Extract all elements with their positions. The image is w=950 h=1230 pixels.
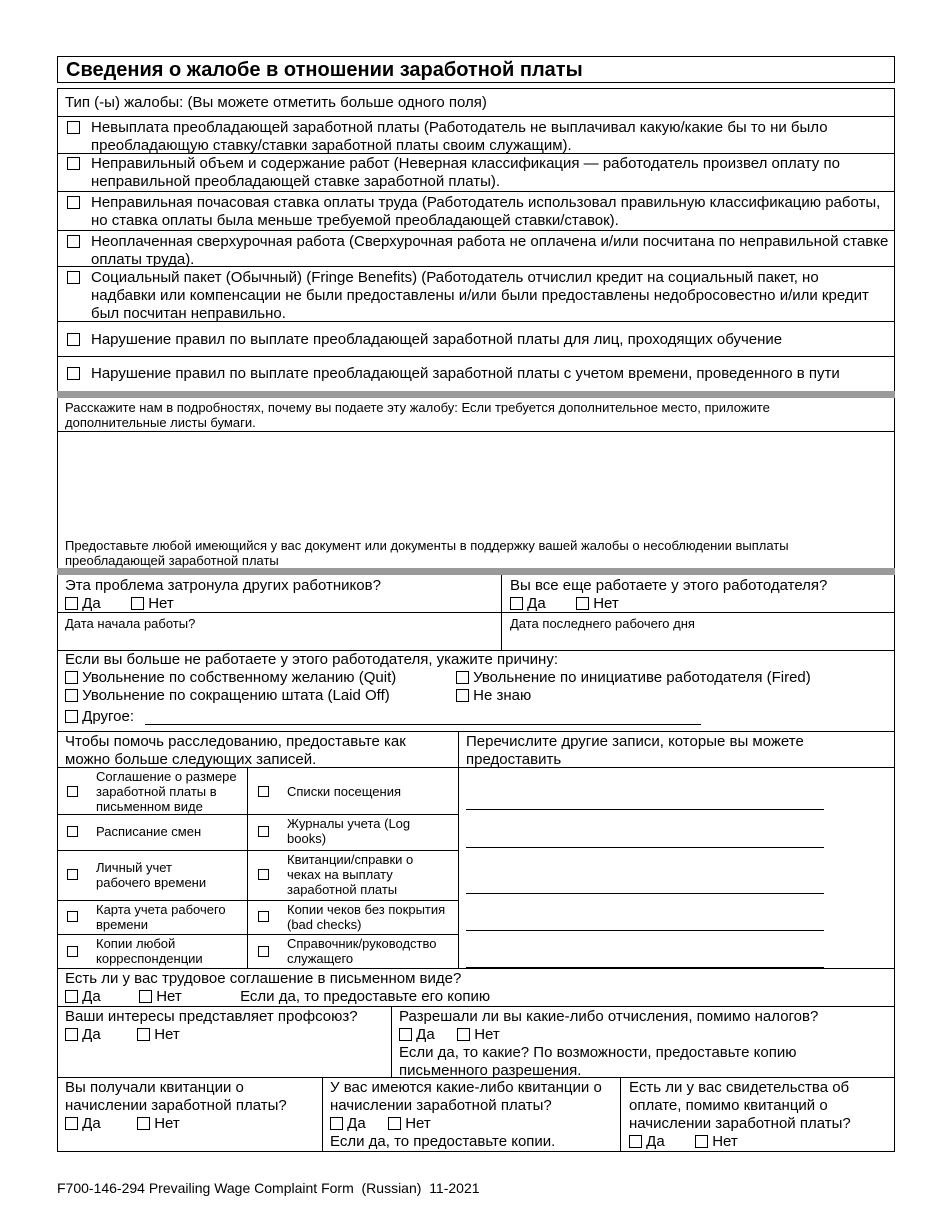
pay-stubs-question: Вы получали квитанции о начислении заработной платы? bbox=[65, 1079, 287, 1114]
record-item[interactable]: Копии любой корреспонденции bbox=[57, 934, 247, 968]
checkbox[interactable] bbox=[65, 710, 78, 723]
deductions-note: Если да, то какие? По возможности, предоставьте копию письменного разрешения. bbox=[399, 1044, 797, 1079]
other-records-line[interactable] bbox=[466, 893, 824, 894]
payment-proof-answer[interactable]: Да Нет bbox=[629, 1133, 829, 1151]
yes-checkbox[interactable] bbox=[330, 1117, 343, 1130]
checkbox[interactable] bbox=[258, 869, 269, 880]
termination-option[interactable]: Увольнение по собственному желанию (Quit) bbox=[65, 669, 396, 687]
yes-checkbox[interactable] bbox=[65, 1028, 78, 1041]
no-checkbox[interactable] bbox=[457, 1028, 470, 1041]
termination-option[interactable]: Увольнение по инициативе работодателя (Fired) bbox=[456, 669, 811, 687]
checkbox[interactable] bbox=[67, 271, 80, 284]
record-item[interactable]: Справочник/руководство служащего bbox=[247, 934, 458, 968]
details-text-area[interactable] bbox=[58, 432, 894, 536]
checkbox[interactable] bbox=[67, 333, 80, 346]
record-item[interactable]: Журналы учета (Log books) bbox=[247, 814, 458, 850]
no-checkbox[interactable] bbox=[695, 1135, 708, 1148]
payment-proof-question: Есть ли у вас свидетельства об оплате, помимо квитанций о начислении заработной платы? bbox=[629, 1079, 851, 1132]
checkbox[interactable] bbox=[67, 121, 80, 134]
checkbox[interactable] bbox=[67, 157, 80, 170]
union-answer[interactable]: Да Нет bbox=[65, 1026, 265, 1044]
other-records-line[interactable] bbox=[466, 847, 824, 848]
other-workers-question: Эта проблема затронула других работников? bbox=[65, 577, 381, 594]
checkbox[interactable] bbox=[258, 786, 269, 797]
yes-checkbox[interactable] bbox=[65, 990, 78, 1003]
other-records-line[interactable] bbox=[466, 809, 824, 810]
section-divider bbox=[57, 391, 895, 398]
agreement-answer[interactable]: Да Нет Если да, то предоставьте его копию bbox=[65, 988, 565, 1006]
pay-stubs-answer[interactable]: Да Нет bbox=[65, 1115, 265, 1133]
yes-checkbox[interactable] bbox=[65, 1117, 78, 1130]
yes-checkbox[interactable] bbox=[399, 1028, 412, 1041]
checkbox[interactable] bbox=[456, 689, 469, 702]
documents-prompt: Предоставьте любой имеющийся у вас документ или документы в поддержку вашей жалобы о несоблюдении выплаты преобладающей заработной платы bbox=[65, 538, 789, 568]
details-prompt: Расскажите нам в подробностях, почему вы подаете эту жалобу: Если требуется дополнительное место, приложите дополнительные листы бумаги. bbox=[65, 400, 770, 430]
have-stubs-answer[interactable]: Да Нет bbox=[330, 1115, 530, 1133]
termination-other[interactable]: Другое: bbox=[65, 708, 134, 726]
checkbox[interactable] bbox=[258, 946, 269, 957]
no-checkbox[interactable] bbox=[576, 597, 589, 610]
no-checkbox[interactable] bbox=[137, 1028, 150, 1041]
record-item[interactable]: Карта учета рабочего времени bbox=[57, 900, 247, 934]
no-checkbox[interactable] bbox=[137, 1117, 150, 1130]
checkbox[interactable] bbox=[67, 911, 78, 922]
deductions-answer[interactable]: Да Нет bbox=[399, 1026, 599, 1044]
complaint-type-heading: Тип (-ы) жалобы: (Вы можете отметить больше одного поля) bbox=[65, 94, 487, 111]
section-divider bbox=[57, 568, 895, 575]
deductions-question: Разрешали ли вы какие-либо отчисления, помимо налогов? bbox=[399, 1008, 819, 1025]
still-working-answer[interactable]: Да Нет bbox=[510, 595, 710, 613]
termination-option[interactable]: Не знаю bbox=[456, 687, 531, 705]
checkbox[interactable] bbox=[65, 671, 78, 684]
yes-checkbox[interactable] bbox=[629, 1135, 642, 1148]
record-item[interactable]: Списки посещения bbox=[247, 767, 458, 814]
no-checkbox[interactable] bbox=[139, 990, 152, 1003]
checkbox[interactable] bbox=[67, 826, 78, 837]
yes-checkbox[interactable] bbox=[65, 597, 78, 610]
checkbox[interactable] bbox=[258, 911, 269, 922]
termination-option[interactable]: Увольнение по сокращению штата (Laid Off) bbox=[65, 687, 390, 705]
record-item[interactable]: Копии чеков без покрытия (bad checks) bbox=[247, 900, 458, 934]
union-question: Ваши интересы представляет профсоюз? bbox=[65, 1008, 358, 1025]
record-item[interactable]: Соглашение о размере заработной платы в письменном виде bbox=[57, 767, 247, 814]
checkbox[interactable] bbox=[258, 826, 269, 837]
have-stubs-note: Если да, то предоставьте копии. bbox=[330, 1133, 556, 1150]
last-day-label: Дата последнего рабочего дня bbox=[510, 616, 695, 631]
checkbox[interactable] bbox=[67, 786, 78, 797]
other-workers-answer[interactable]: Да Нет bbox=[65, 595, 265, 613]
agreement-note: Если да, то предоставьте его копию bbox=[240, 988, 491, 1005]
other-records-line[interactable] bbox=[466, 930, 824, 931]
no-checkbox[interactable] bbox=[131, 597, 144, 610]
record-item[interactable]: Личный учет рабочего времени bbox=[57, 850, 247, 900]
records-left-heading: Чтобы помочь расследованию, предоставьте как можно больше следующих записей. bbox=[65, 733, 406, 768]
record-item[interactable]: Квитанции/справки о чеках на выплату заработной платы bbox=[247, 850, 458, 900]
termination-question: Если вы больше не работаете у этого работодателя, укажите причину: bbox=[65, 651, 559, 668]
checkbox[interactable] bbox=[67, 869, 78, 880]
record-item[interactable]: Расписание смен bbox=[57, 814, 247, 850]
form-title-box bbox=[57, 56, 895, 83]
form-footer: F700-146-294 Prevailing Wage Complaint Form (Russian) 11-2021 bbox=[57, 1180, 480, 1196]
checkbox[interactable] bbox=[67, 946, 78, 957]
form-title: Сведения о жалобе в отношении заработной платы bbox=[66, 59, 583, 81]
other-reason-field[interactable] bbox=[145, 724, 701, 725]
no-checkbox[interactable] bbox=[388, 1117, 401, 1130]
still-working-question: Вы все еще работаете у этого работодателя? bbox=[510, 577, 828, 594]
have-stubs-question: У вас имеются какие-либо квитанции о начислении заработной платы? bbox=[330, 1079, 602, 1114]
records-right-heading: Перечислите другие записи, которые вы можете предоставить bbox=[466, 733, 804, 768]
agreement-question: Есть ли у вас трудовое соглашение в письменном виде? bbox=[65, 970, 462, 987]
checkbox[interactable] bbox=[67, 235, 80, 248]
checkbox[interactable] bbox=[65, 689, 78, 702]
checkbox[interactable] bbox=[67, 367, 80, 380]
checkbox[interactable] bbox=[456, 671, 469, 684]
start-date-label: Дата начала работы? bbox=[65, 616, 196, 631]
yes-checkbox[interactable] bbox=[510, 597, 523, 610]
checkbox[interactable] bbox=[67, 196, 80, 209]
